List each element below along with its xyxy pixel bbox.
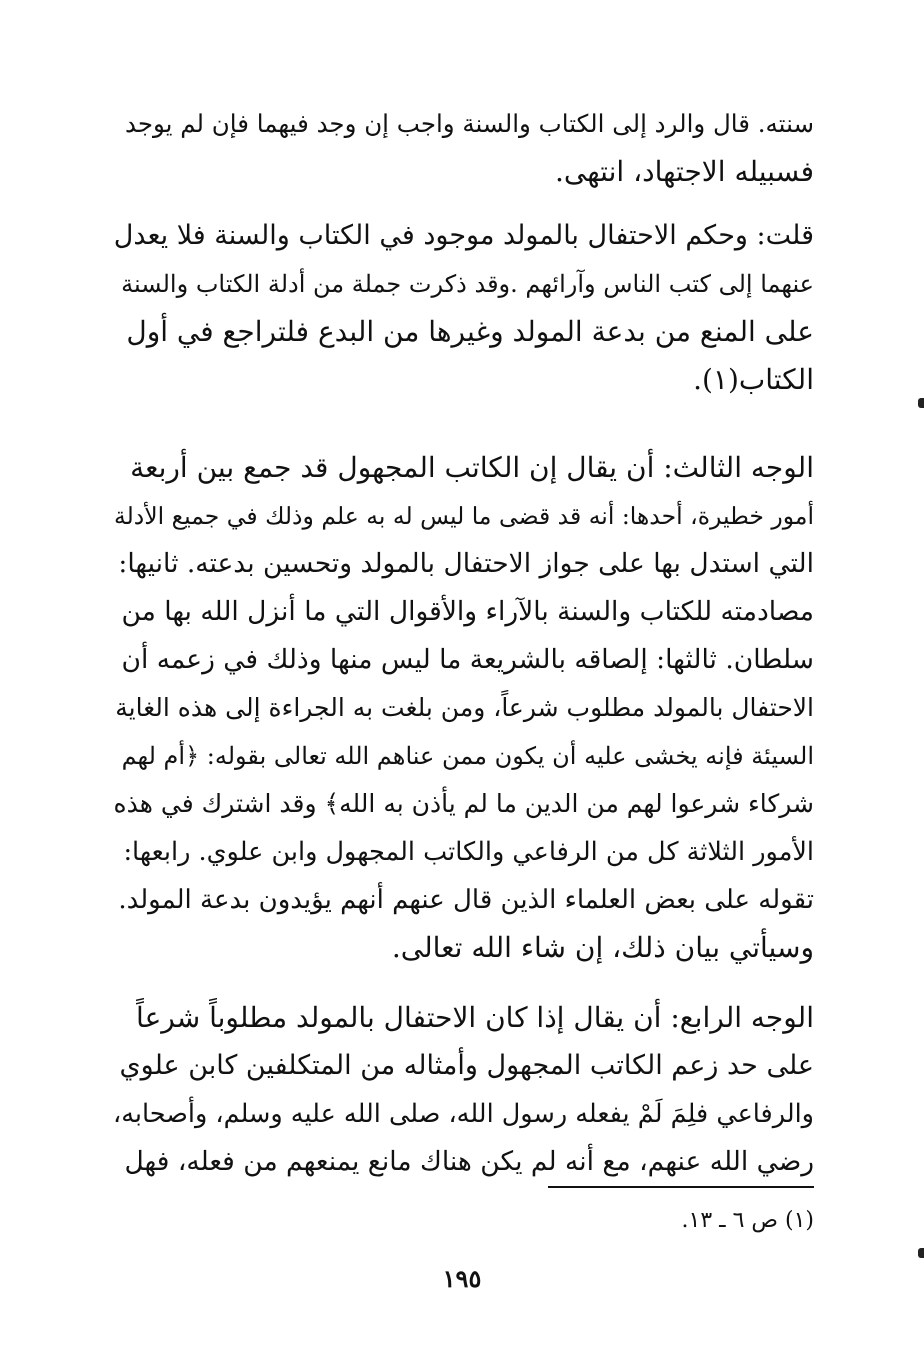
text-line: الوجه الثالث: أن يقال إن الكاتب المجهول قد جمع بين أربعة bbox=[130, 451, 814, 484]
text-line: التي استدل بها على جواز الاحتفال بالمولد وتحسين بدعته. ثانيها: bbox=[118, 548, 814, 579]
page-edge-mark bbox=[918, 398, 924, 408]
text-line: الوجه الرابع: أن يقال إذا كان الاحتفال بالمولد مطلوباً شرعاً bbox=[136, 1001, 814, 1034]
text-line: الأمور الثلاثة كل من الرفاعي والكاتب المجهول وابن علوي. رابعها: bbox=[123, 837, 814, 867]
text-line: الاحتفال بالمولد مطلوب شرعاً، ومن بلغت به الجراءة إلى هذه الغاية bbox=[115, 693, 814, 722]
text-line: شركاء شرعوا لهم من الدين ما لم يأذن به الله﴾ وقد اشترك في هذه bbox=[113, 789, 814, 818]
page-body bbox=[112, 100, 814, 1186]
footnote: (١) ص ٦ ـ ١٣. bbox=[681, 1208, 814, 1233]
paragraph-3 bbox=[112, 444, 814, 972]
text-line: السيئة فإنه يخشى عليه أن يكون ممن عناهم الله تعالى بقوله: ﴿أم لهم bbox=[121, 742, 814, 770]
paragraph-2 bbox=[112, 212, 814, 404]
text-line: تقوله على بعض العلماء الذين قال عنهم أنهم يؤيدون بدعة المولد. bbox=[118, 885, 814, 915]
text-line: مصادمته للكتاب والسنة بالآراء والأقوال التي ما أنزل الله بها من bbox=[121, 596, 814, 627]
page-edge-mark bbox=[918, 1248, 924, 1258]
text-line: سلطان. ثالثها: إلصاقه بالشريعة ما ليس منها وذلك في زعمه أن bbox=[121, 644, 814, 675]
text-line: على المنع من بدعة المولد وغيرها من البدع فلتراجع في أول bbox=[126, 315, 814, 348]
text-line: رضي الله عنهم، مع أنه لم يكن هناك مانع يمنعهم من فعله، فهل bbox=[124, 1146, 814, 1177]
text-line: وسيأتي بيان ذلك، إن شاء الله تعالى. bbox=[391, 931, 814, 964]
paragraph-4 bbox=[112, 994, 814, 1186]
text-line: الكتاب(١). bbox=[693, 363, 814, 396]
text-line: سنته. قال والرد إلى الكتاب والسنة واجب إن وجد فيهما فإن لم يوجد bbox=[124, 109, 814, 138]
page-number: ١٩٥ bbox=[442, 1264, 482, 1293]
paragraph-1 bbox=[112, 100, 814, 196]
text-line: فسبيله الاجتهاد، انتهى. bbox=[555, 155, 814, 188]
text-line: قلت: وحكم الاحتفال بالمولد موجود في الكتاب والسنة فلا يعدل bbox=[113, 220, 814, 251]
text-line: والرفاعي فلِمَ لَمْ يفعله رسول الله، صلى الله عليه وسلم، وأصحابه، bbox=[112, 1099, 814, 1129]
text-line: على حد زعم الكاتب المجهول وأمثاله من المتكلفين كابن علوي bbox=[119, 1050, 814, 1081]
text-line: أمور خطيرة، أحدها: أنه قد قضى ما ليس له به علم وذلك في جميع الأدلة bbox=[113, 502, 814, 530]
footnote-divider bbox=[548, 1186, 814, 1188]
text-line: عنهما إلى كتب الناس وآرائهم .وقد ذكرت جملة من أدلة الكتاب والسنة bbox=[121, 270, 814, 298]
